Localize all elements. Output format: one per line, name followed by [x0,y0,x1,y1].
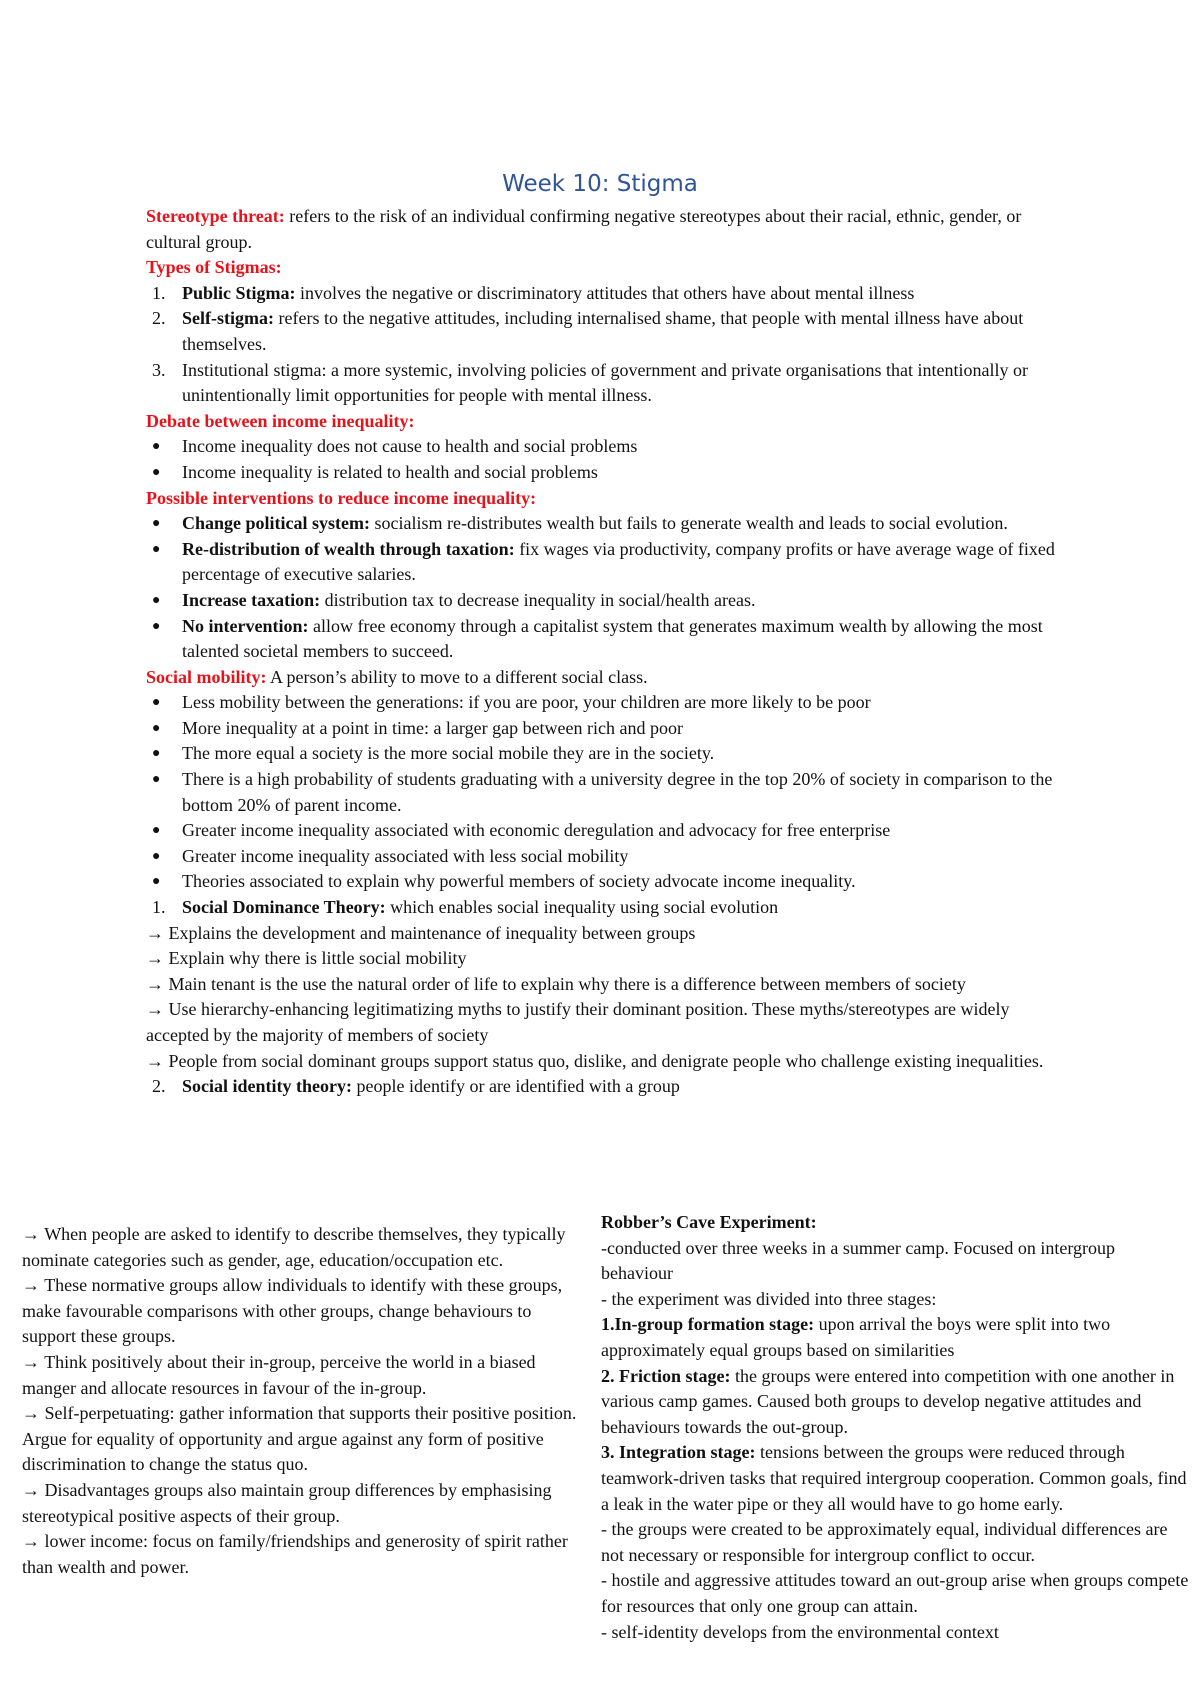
bullet-icon: ● [152,746,161,762]
arrow-icon: → [146,999,164,1020]
arrow-icon: → [22,1275,40,1296]
bullet-icon: ● [152,592,161,608]
item-text: Institutional stigma: a more systemic, involving policies of government and private organisations that intentionally or unintentionally limit opportunities for people with mental illness. [182,359,1029,406]
item-text: refers to the negative attitudes, including internalised shame, that people with mental illness have about themselves. [182,308,1024,354]
list-item [146,358,1076,409]
item-text: Income inequality does not cause to health and social problems [182,436,638,457]
list-item [146,614,1076,665]
list-item [146,434,1076,460]
point-text: Think positively about their in-group, perceive the world in a biased manger and allocate resources in favour of the in-group. [22,1351,536,1398]
stage-text: tensions between the groups were reduced through teamwork-driven tasks that required intergroup cooperation. Common goals, find a leak in the water pipe or they all would have to go home early. [601,1442,1187,1514]
point-text: These normative groups allow individuals to identify with these groups, make favourable comparisons with other groups, change behaviours to support these groups. [22,1275,563,1347]
bullet-icon: ● [152,848,161,864]
robbers-note: - self-identity develops from the environmental context [601,1621,999,1642]
point-text: Self-perpetuating: gather information that supports their positive position. Argue for equality of opportunity and argue against any form of positive discrimination to change the status quo. [22,1403,577,1475]
stage-label: 1.In-group formation stage: [601,1314,815,1335]
item-text: Theories associated to explain why powerful members of society advocate income inequality. [182,871,856,892]
social-mobility-paragraph [146,665,1076,691]
arrow-icon: → [146,922,164,943]
item-text: More inequality at a point in time: a larger gap between rich and poor [182,717,684,738]
bullet-icon: ● [152,516,161,532]
arrow-icon: → [22,1479,40,1500]
stereotype-threat-paragraph [146,204,1076,255]
list-item [146,460,1076,486]
main-column [146,204,1076,1100]
list-item [146,537,1076,588]
social-mobility-text: A person’s ability to move to a different social class. [266,666,648,687]
list-item [146,869,1076,895]
debate-list [146,434,1076,485]
robbers-stage [601,1312,1191,1363]
social-dominance-theory-item [146,895,1076,921]
arrow-icon: → [22,1531,40,1552]
arrow-point [146,946,1076,972]
point-text: Use hierarchy-enhancing legitimatizing myths to justify their dominant position. These myths/stereotypes are widely accepted by the majority of members of society [146,999,1010,1045]
robbers-stage [601,1364,1191,1441]
bullet-icon: ● [152,439,161,455]
item-text: distribution tax to decrease inequality in social/health areas. [320,589,756,610]
bullet-icon: ● [152,695,161,711]
robbers-note: - the groups were created to be approximately equal, individual differences are not necessary or responsible for intergroup conflict to occur. [601,1519,1168,1565]
list-number: 1. [152,897,166,918]
item-label: Social Dominance Theory: [182,897,386,918]
stage-label: 3. Integration stage: [601,1442,756,1463]
bullet-icon: ● [152,464,161,480]
stereotype-threat-label: Stereotype threat: [146,206,285,226]
item-label: Re-distribution of wealth through taxation: [182,538,515,559]
item-text: There is a high probability of students graduating with a university degree in the top 20% of society in comparison to the bottom 20% of parent income. [182,769,1053,815]
left-column [22,1222,582,1580]
point-text: When people are asked to identify to describe themselves, they typically nominate categories such as gender, age, education/occupation etc. [22,1224,566,1270]
list-item [146,844,1076,870]
bullet-icon: ● [152,874,161,890]
item-text: Greater income inequality associated with economic deregulation and advocacy for free enterprise [182,820,891,841]
list-item [146,767,1076,818]
arrow-point [146,997,1076,1048]
point-text: Explain why there is little social mobility [168,948,467,969]
list-number: 1. [152,282,166,303]
item-label: Social identity theory: [182,1076,352,1097]
item-text: Income inequality is related to health and social problems [182,461,598,482]
arrow-point [22,1529,582,1580]
item-text: people identify or are identified with a group [351,1076,680,1097]
arrow-icon: → [146,1050,164,1071]
point-text: Explains the development and maintenance of inequality between groups [168,922,696,943]
list-number: 2. [152,1076,166,1097]
list-item [146,281,1076,307]
bullet-icon: ● [152,541,161,557]
item-text: The more equal a society is the more social mobile they are in the society. [182,743,715,764]
robbers-cave-heading: Robber’s Cave Experiment: [601,1212,817,1232]
list-item [146,716,1076,742]
bullet-icon: ● [152,772,161,788]
bullet-icon: ● [152,823,161,839]
arrow-icon: → [146,948,164,969]
item-label: Change political system: [182,513,370,534]
item-text: Greater income inequality associated with less social mobility [182,845,629,866]
interventions-heading: Possible interventions to reduce income inequality: [146,487,537,508]
item-text: allow free economy through a capitalist system that generates maximum wealth by allowing the most talented societal members to succeed. [182,615,1043,662]
item-text: fix wages via productivity, company profits or have average wage of fixed percentage of executive salaries. [182,538,1055,585]
robbers-stage [601,1440,1191,1517]
point-text: People from social dominant groups support status quo, dislike, and denigrate people who challenge existing inequalities. [168,1050,1044,1071]
arrow-point [22,1401,582,1478]
right-column [601,1210,1191,1645]
item-label: Self-stigma: [182,308,274,329]
item-text: Less mobility between the generations: if you are poor, your children are more likely to be poor [182,692,871,713]
arrow-icon: → [22,1403,40,1424]
bullet-icon: ● [152,618,161,634]
item-label: Public Stigma: [182,282,296,303]
social-identity-theory-item [146,1074,1076,1100]
types-heading: Types of Stigmas: [146,257,282,278]
robbers-intro: -conducted over three weeks in a summer camp. Focused on intergroup behaviour [601,1237,1116,1284]
page-title: Week 10: Stigma [502,171,698,197]
item-label: No intervention: [182,615,309,636]
list-item [146,741,1076,767]
arrow-point [146,1049,1076,1075]
list-item [146,511,1076,537]
arrow-icon: → [22,1351,40,1372]
point-text: Disadvantages groups also maintain group differences by emphasising stereotypical positive aspects of their group. [22,1479,552,1526]
list-item [146,306,1076,357]
stage-text: upon arrival the boys were split into two approximately equal groups based on similarities [601,1314,1111,1360]
arrow-point [22,1350,582,1401]
arrow-point [146,972,1076,998]
item-label: Increase taxation: [182,589,321,610]
interventions-list [146,511,1076,665]
item-text: involves the negative or discriminatory attitudes that others have about mental illness [295,282,915,303]
arrow-point [22,1222,582,1273]
point-text: Main tenant is the use the natural order of life to explain why there is a difference between members of society [168,973,966,994]
list-number: 3. [152,359,166,380]
stage-text: the groups were entered into competition with one another in various camp games. Caused both groups to develop negative attitudes and behaviours towards the out-group. [601,1365,1175,1437]
point-text: lower income: focus on family/friendships and generosity of spirit rather than wealth and power. [22,1531,568,1577]
stereotype-threat-text: refers to the risk of an individual confirming negative stereotypes about their racial, ethnic, gender, or cultural group. [146,206,1022,252]
mobility-list [146,690,1076,895]
social-mobility-label: Social mobility: [146,666,267,687]
types-list [146,281,1076,409]
arrow-icon: → [146,973,164,994]
arrow-icon: → [22,1224,40,1244]
robbers-note: - hostile and aggressive attitudes toward an out-group arise when groups compete for resources that only one group can attain. [601,1570,1189,1616]
list-number: 2. [152,308,166,329]
debate-heading: Debate between income inequality: [146,410,415,431]
item-text: socialism re-distributes wealth but fails to generate wealth and leads to social evolution. [370,513,1008,534]
list-item [146,588,1076,614]
arrow-point [22,1273,582,1350]
arrow-point [22,1478,582,1529]
item-text: which enables social inequality using social evolution [385,897,779,918]
list-item [146,690,1076,716]
stage-label: 2. Friction stage: [601,1365,731,1386]
bullet-icon: ● [152,720,161,736]
list-item [146,818,1076,844]
robbers-intro: - the experiment was divided into three stages: [601,1288,937,1309]
arrow-point [146,921,1076,947]
sdt-points [146,921,1076,1075]
